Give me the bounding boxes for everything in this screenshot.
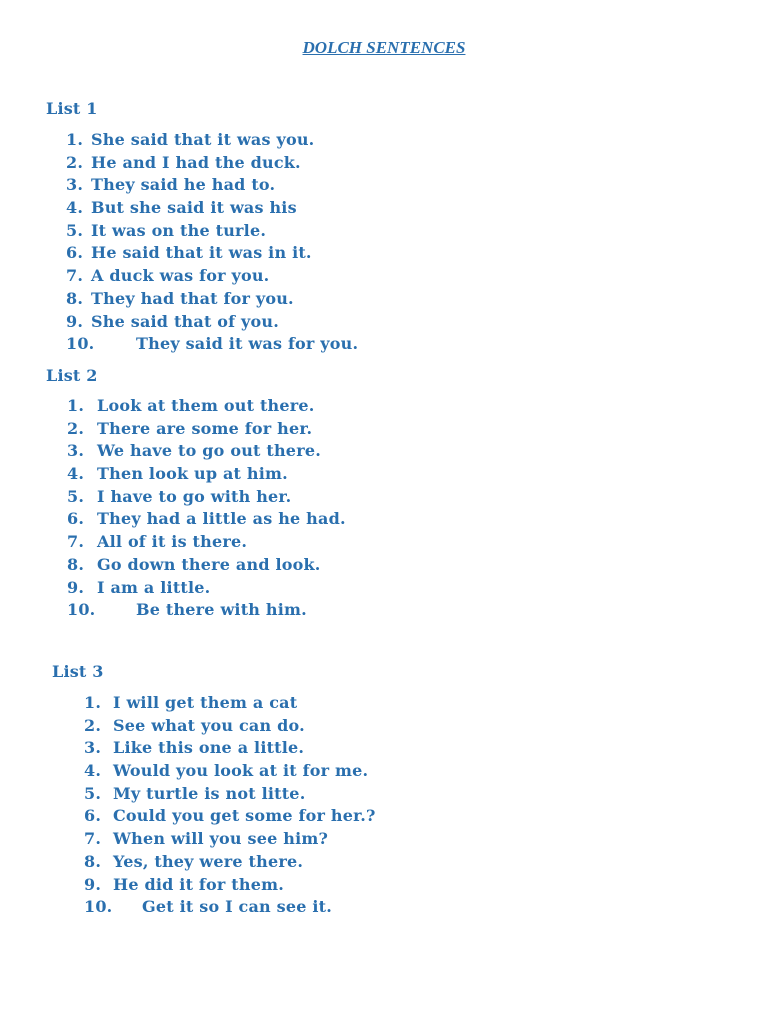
item-text: All of it is there. <box>97 532 248 552</box>
list-item <box>66 197 297 220</box>
item-text: They had a little as he had. <box>97 509 346 529</box>
list-3 <box>84 692 376 919</box>
item-number: 10. <box>84 897 113 917</box>
item-number: 7. <box>67 532 85 552</box>
item-number: 8. <box>66 288 84 308</box>
item-number: 4. <box>66 198 84 218</box>
item-number: 5. <box>84 783 102 803</box>
item-number: 3. <box>66 175 84 195</box>
list-item <box>84 874 284 897</box>
item-text: Be there with him. <box>136 600 307 620</box>
list-item <box>84 828 329 851</box>
item-text: I am a little. <box>97 577 211 597</box>
item-text: See what you can do. <box>113 715 305 735</box>
item-text: She said that it was you. <box>91 130 315 149</box>
item-number: 9. <box>84 874 102 894</box>
list-item <box>66 265 270 288</box>
list-item <box>67 418 313 441</box>
list-item <box>67 463 288 486</box>
list-3-heading: List 3 <box>52 662 104 681</box>
item-number: 2. <box>84 715 102 735</box>
list-2-heading: List 2 <box>46 366 98 385</box>
list-item <box>66 174 276 197</box>
list-item <box>66 220 267 243</box>
item-number: 6. <box>66 243 84 263</box>
list-item <box>66 152 301 175</box>
item-text: A duck was for you. <box>91 266 270 286</box>
item-text: Would you look at it for me. <box>113 761 369 781</box>
list-item <box>66 333 359 356</box>
list-item <box>66 129 315 152</box>
item-text: It was on the turle. <box>91 220 267 240</box>
item-number: 9. <box>66 311 84 331</box>
item-number: 4. <box>67 464 85 484</box>
item-number: 3. <box>84 738 102 758</box>
item-number: 5. <box>67 486 85 506</box>
item-text: Look at them out there. <box>97 396 315 415</box>
item-number: 1. <box>84 693 102 712</box>
list-item <box>66 242 312 265</box>
list-item <box>67 531 248 554</box>
item-number: 8. <box>84 851 102 871</box>
item-text: But she said it was his <box>91 198 297 218</box>
item-number: 2. <box>67 418 85 438</box>
list-item <box>84 692 298 715</box>
item-number: 7. <box>84 829 102 849</box>
item-text: I have to go with her. <box>97 486 292 506</box>
list-item <box>66 288 294 311</box>
list-item <box>84 851 304 874</box>
list-item <box>66 311 279 334</box>
list-item <box>67 440 321 463</box>
item-number: 3. <box>67 441 85 461</box>
list-item <box>67 599 307 622</box>
item-number: 10. <box>66 334 95 354</box>
list-item <box>67 508 346 531</box>
item-text: My turtle is not litte. <box>113 783 306 803</box>
item-number: 8. <box>67 554 85 574</box>
item-number: 6. <box>84 806 102 826</box>
item-text: We have to go out there. <box>97 441 321 461</box>
item-number: 1. <box>66 130 84 149</box>
item-number: 5. <box>66 220 84 240</box>
item-text: He said that it was in it. <box>91 243 312 263</box>
item-text: I will get them a cat <box>113 693 298 712</box>
list-item <box>67 554 321 577</box>
list-item <box>84 783 306 806</box>
item-number: 10. <box>67 600 96 620</box>
item-number: 2. <box>66 152 84 172</box>
item-text: They said he had to. <box>91 175 276 195</box>
item-number: 6. <box>67 509 85 529</box>
item-text: Like this one a little. <box>113 738 305 758</box>
item-text: Then look up at him. <box>97 464 288 484</box>
item-text: She said that of you. <box>91 311 279 331</box>
list-item <box>84 805 376 828</box>
list-1-heading: List 1 <box>46 99 98 118</box>
page-title: DOLCH SENTENCES <box>302 38 466 57</box>
list-item <box>67 395 315 418</box>
item-text: They had that for you. <box>91 288 294 308</box>
item-number: 4. <box>84 761 102 781</box>
list-item <box>84 896 333 919</box>
item-text: He and I had the duck. <box>91 152 301 172</box>
item-number: 9. <box>67 577 85 597</box>
item-text: Go down there and look. <box>97 554 321 574</box>
list-1 <box>66 129 359 356</box>
item-text: Could you get some for her.? <box>113 806 376 826</box>
item-text: When will you see him? <box>113 829 329 849</box>
list-item <box>84 715 305 738</box>
item-text: They said it was for you. <box>136 334 359 354</box>
item-text: Yes, they were there. <box>113 851 304 871</box>
list-item <box>67 577 211 600</box>
list-item <box>84 737 305 760</box>
list-2 <box>67 395 346 622</box>
item-number: 1. <box>67 396 85 415</box>
item-text: There are some for her. <box>97 418 313 438</box>
item-text: Get it so I can see it. <box>142 897 333 917</box>
list-item <box>84 760 369 783</box>
item-number: 7. <box>66 266 84 286</box>
list-item <box>67 486 292 509</box>
item-text: He did it for them. <box>113 874 284 894</box>
